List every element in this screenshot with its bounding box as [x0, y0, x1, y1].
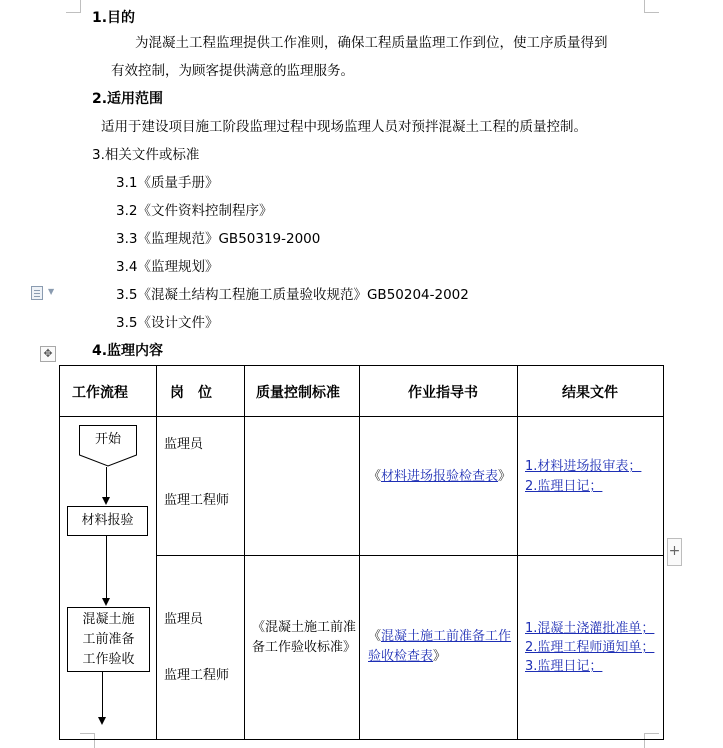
page-corner-marker — [644, 0, 659, 13]
table-border — [59, 416, 664, 417]
chevron-down-icon[interactable]: ▼ — [48, 287, 55, 296]
result-link[interactable]: 1.混凝土浇灌批准单； — [525, 621, 655, 636]
table-border — [517, 365, 518, 740]
guide-bracket: 《 — [368, 629, 382, 644]
arrow-down-icon — [102, 497, 110, 505]
flow-step-preparation-acceptance — [67, 607, 150, 672]
role-cell: 监理工程师 — [164, 668, 230, 683]
guide-link-preparation-checklist[interactable]: 混凝土施工前准备工作 — [381, 629, 512, 644]
standard-text: 《混凝土施工前准 — [252, 620, 357, 635]
role-cell: 监理员 — [164, 612, 204, 627]
reference-item: 3.5《混凝土结构工程施工质量验收规范》GB50204-2002 — [116, 287, 469, 303]
guide-bracket: 》 — [433, 649, 447, 664]
flow-step-text: 工前准备 — [82, 632, 135, 647]
reference-item: 3.3《监理规范》GB50319-2000 — [116, 231, 321, 247]
flow-connector — [106, 467, 107, 497]
arrow-down-icon — [98, 717, 106, 725]
flow-connector — [106, 536, 107, 598]
guide-bracket: 》 — [498, 469, 512, 484]
result-link[interactable]: 3.监理日记； — [525, 659, 603, 674]
guide-link-material-inspection[interactable]: 材料进场报验检查表 — [381, 469, 499, 484]
scope-text-line: 适用于建设项目施工阶段监理过程中现场监理人员对预拌混凝土工程的质量控制。 — [101, 119, 587, 135]
section-heading-scope: 2.适用范围 — [92, 91, 164, 107]
column-header-guide: 作业指导书 — [408, 385, 478, 401]
page-corner-marker — [66, 0, 81, 13]
column-header-results: 结果文件 — [562, 385, 618, 401]
table-border — [59, 365, 664, 366]
guide-link-preparation-checklist[interactable]: 验收检查表 — [368, 649, 434, 664]
section-heading-purpose: 1.目的 — [92, 10, 136, 26]
table-border — [59, 739, 664, 740]
reference-item: 3.4《监理规划》 — [116, 259, 219, 275]
section-heading-references: 3.相关文件或标准 — [92, 147, 200, 163]
column-header-workflow: 工作流程 — [72, 385, 128, 401]
flow-step-material-inspection: 材料报验 — [67, 506, 148, 536]
add-column-icon[interactable]: + — [667, 538, 682, 566]
table-border — [359, 365, 360, 740]
table-border — [663, 365, 664, 740]
guide-bracket: 《 — [368, 469, 382, 484]
section-heading-content: 4.监理内容 — [92, 343, 164, 359]
result-link[interactable]: 2.监理日记； — [525, 479, 603, 494]
table-move-handle-icon[interactable]: ✥ — [40, 346, 56, 362]
standard-text: 备工作验收标准》 — [252, 640, 357, 655]
role-cell: 监理员 — [164, 437, 204, 452]
reference-item: 3.2《文件资料控制程序》 — [116, 203, 273, 219]
result-link[interactable]: 2.监理工程师通知单； — [525, 640, 655, 655]
purpose-text-line: 有效控制，为顾客提供满意的监理服务。 — [111, 63, 354, 79]
arrow-down-icon — [102, 598, 110, 606]
reference-item: 3.5《设计文件》 — [116, 315, 219, 331]
flow-step-text: 混凝土施 — [82, 612, 135, 627]
table-border — [244, 365, 245, 740]
column-header-standard: 质量控制标准 — [256, 385, 340, 401]
flow-step-text: 工作验收 — [82, 652, 135, 667]
guide-cell — [368, 647, 446, 667]
table-border — [59, 365, 60, 740]
guide-cell — [368, 627, 511, 647]
result-link[interactable]: 1.材料进场报审表； — [525, 459, 642, 474]
table-border — [156, 555, 664, 556]
role-cell: 监理工程师 — [164, 493, 230, 508]
guide-cell — [368, 467, 511, 487]
flow-connector — [102, 672, 103, 718]
purpose-text-line: 为混凝土工程监理提供工作准则，确保工程质量监理工作到位，使工序质量得到 — [135, 35, 608, 51]
reference-item: 3.1《质量手册》 — [116, 175, 219, 191]
paragraph-options-icon[interactable] — [31, 286, 43, 300]
column-header-position: 岗 位 — [170, 385, 212, 401]
supervision-table — [59, 365, 664, 740]
flow-start-label: 开始 — [94, 432, 121, 447]
table-border — [156, 365, 157, 740]
